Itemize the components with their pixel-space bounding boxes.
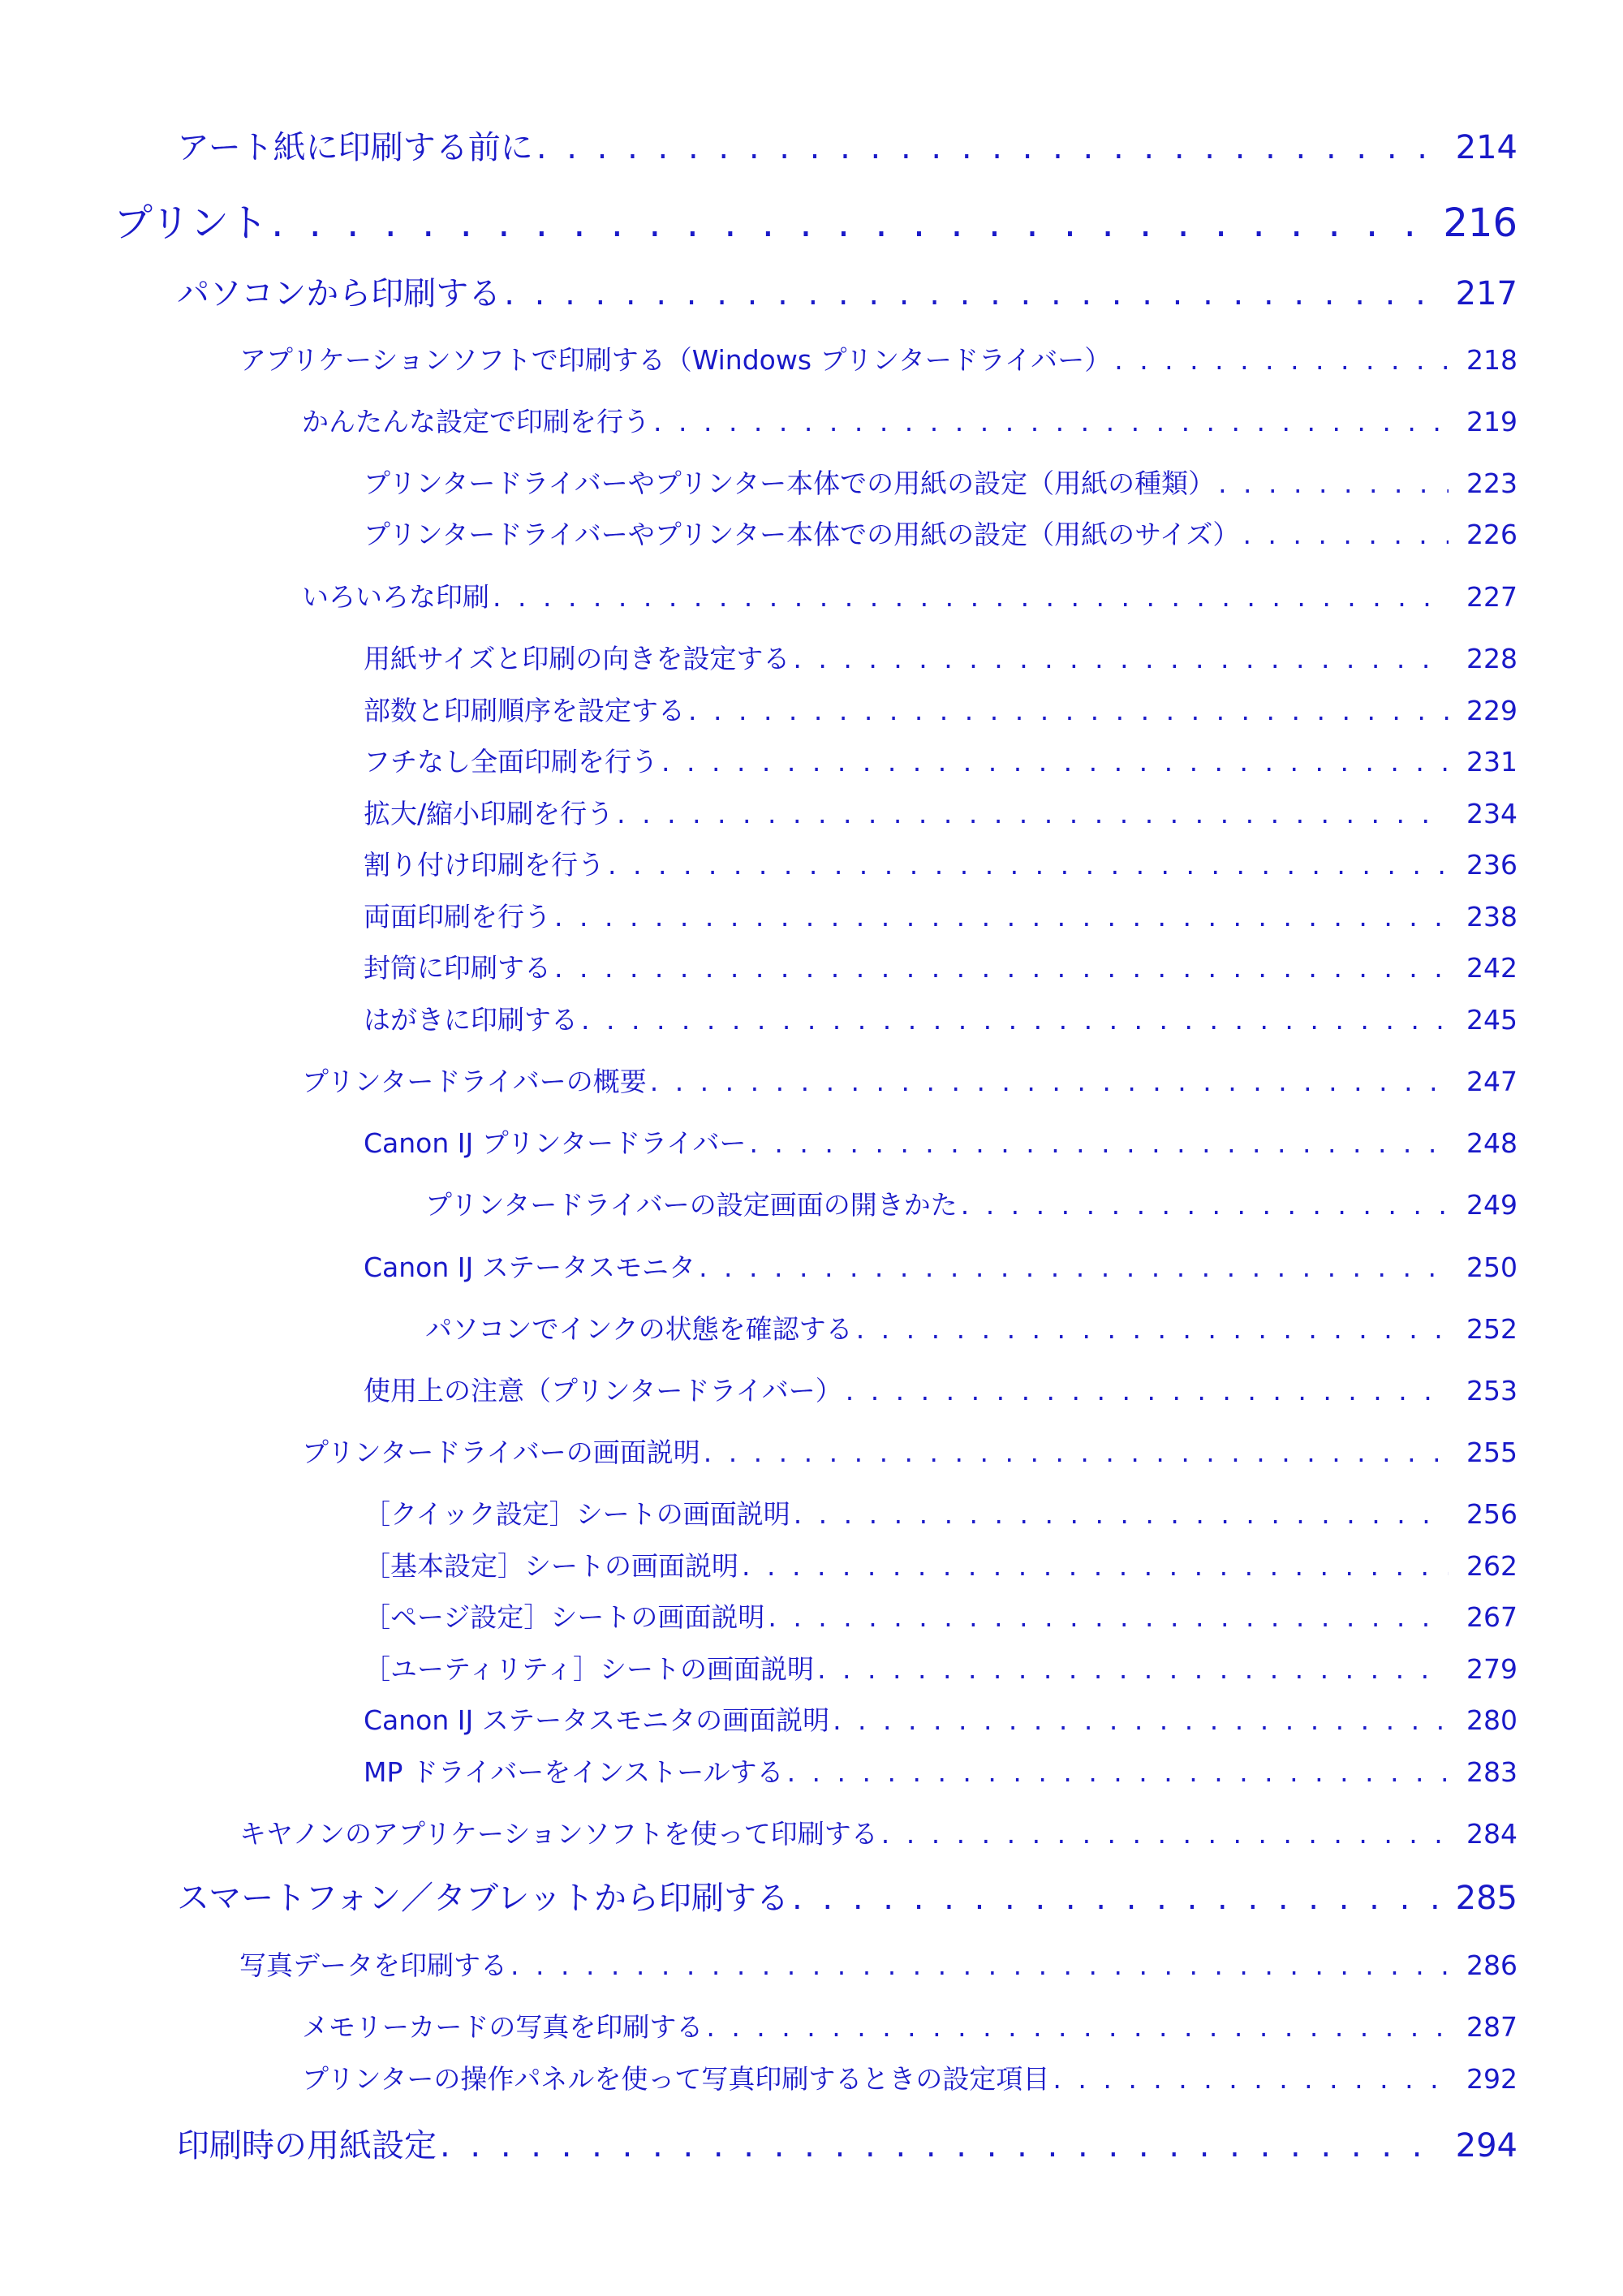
toc-page-number: 256	[1466, 1498, 1518, 1529]
toc-entry-print-from-pc[interactable]	[177, 268, 1518, 310]
toc-dot-leader	[794, 1498, 1449, 1529]
toc-entry-install-mp-driver[interactable]	[364, 1751, 1518, 1787]
toc-entry-panel-settings[interactable]	[302, 2058, 1518, 2094]
toc-entry-print-from-app[interactable]	[239, 339, 1518, 375]
toc-dot-leader	[536, 129, 1438, 164]
toc-page-number: 247	[1466, 1066, 1518, 1096]
toc-entry-title: 部数と印刷順序を設定する	[364, 695, 685, 726]
toc-page-number: 294	[1455, 2127, 1518, 2162]
toc-page-number: 249	[1466, 1189, 1518, 1220]
toc-dot-leader	[768, 1601, 1449, 1632]
toc-page-number: 236	[1466, 849, 1518, 880]
toc-dot-leader	[1053, 2063, 1449, 2094]
toc-dot-leader	[706, 2011, 1449, 2042]
toc-page-number: 280	[1466, 1704, 1518, 1735]
toc-entry-title: Canon IJ ステータスモニタ	[364, 1251, 696, 1282]
toc-entry-title: Canon IJ プリンタードライバー	[364, 1127, 747, 1158]
toc-page-number: 252	[1466, 1313, 1518, 1344]
toc-entry-title: いろいろな印刷	[302, 581, 489, 612]
toc-dot-leader	[608, 849, 1449, 880]
toc-dot-leader	[833, 1704, 1449, 1735]
toc-entry-title: ［ページ設定］シートの画面説明	[364, 1601, 765, 1632]
toc-dot-leader	[493, 581, 1449, 612]
toc-entry-layout[interactable]	[364, 844, 1518, 880]
toc-entry-photo-data[interactable]	[239, 1945, 1518, 1980]
toc-entry-title: ［基本設定］シートの画面説明	[364, 1550, 738, 1581]
toc-entry-orientation[interactable]	[364, 638, 1518, 674]
toc-page-number: 242	[1466, 952, 1518, 983]
toc-entry-page-setup-sheet[interactable]	[364, 1596, 1518, 1632]
toc-entry-title: 用紙サイズと印刷の向きを設定する	[364, 643, 790, 674]
toc-entry-quick-setup-sheet[interactable]	[364, 1493, 1518, 1529]
toc-dot-leader	[650, 1066, 1449, 1096]
toc-entry-envelope[interactable]	[364, 947, 1518, 983]
toc-dot-leader	[1242, 519, 1449, 549]
toc-page-number: 229	[1466, 695, 1518, 726]
toc-entry-main-sheet[interactable]	[364, 1545, 1518, 1581]
toc-entry-title: 写真データを印刷する	[239, 1949, 507, 1980]
toc-dot-leader	[581, 1004, 1449, 1035]
toc-entry-title: 割り付け印刷を行う	[364, 849, 605, 880]
toc-dot-leader	[617, 798, 1449, 829]
toc-entry-ij-driver[interactable]	[364, 1122, 1518, 1158]
toc-page-number: 283	[1466, 1756, 1518, 1787]
toc-dot-leader	[504, 275, 1437, 310]
toc-dot-leader	[817, 1653, 1449, 1684]
toc-entry-easy-setup[interactable]	[302, 401, 1518, 437]
toc-entry-media-type[interactable]	[364, 463, 1518, 498]
toc-entry-status-monitor-screen[interactable]	[364, 1699, 1518, 1735]
toc-dot-leader	[1114, 344, 1449, 375]
toc-entry-title: キヤノンのアプリケーションソフトを使って印刷する	[239, 1818, 878, 1849]
toc-page-number: 238	[1466, 901, 1518, 932]
toc-entry-title: 印刷時の用紙設定	[177, 2127, 437, 2162]
toc-entry-title: パソコンでインクの状態を確認する	[425, 1313, 853, 1344]
toc-page-number: 284	[1466, 1818, 1518, 1849]
toc-page-number: 227	[1466, 581, 1518, 612]
toc-entry-title: プリンタードライバーやプリンター本体での用紙の設定（用紙の種類）	[364, 467, 1216, 498]
toc-entry-maintenance-sheet[interactable]	[364, 1648, 1518, 1684]
toc-entry-title: 使用上の注意（プリンタードライバー）	[364, 1375, 842, 1406]
toc-dot-leader	[510, 1949, 1449, 1980]
toc-dot-leader	[704, 1437, 1449, 1467]
toc-page-number: 255	[1466, 1437, 1518, 1467]
toc-entry-title: Canon IJ ステータスモニタの画面説明	[364, 1704, 830, 1735]
toc-entry-status-monitor[interactable]	[364, 1247, 1518, 1282]
toc-entry-title: プリンタードライバーの概要	[302, 1066, 647, 1096]
toc-page-number: 253	[1466, 1375, 1518, 1406]
toc-page-number: 267	[1466, 1601, 1518, 1632]
toc-page-number: 292	[1466, 2063, 1518, 2094]
toc-entry-title: 両面印刷を行う	[364, 901, 551, 932]
toc-dot-leader	[961, 1189, 1449, 1220]
toc-entry-postcard[interactable]	[364, 999, 1518, 1035]
toc-entry-title: プリント	[114, 200, 269, 240]
toc-dot-leader	[1218, 467, 1449, 498]
toc-entry-check-ink[interactable]	[425, 1308, 1518, 1344]
toc-page-number: 228	[1466, 643, 1518, 674]
toc-entry-usage-notes[interactable]	[364, 1370, 1518, 1406]
toc-page-number: 248	[1466, 1127, 1518, 1158]
toc-page-number: 262	[1466, 1550, 1518, 1581]
toc-page-number: 250	[1466, 1251, 1518, 1282]
toc-entry-title: かんたんな設定で印刷を行う	[302, 406, 650, 437]
toc-dot-leader	[440, 2127, 1438, 2162]
toc-entry-title: 封筒に印刷する	[364, 952, 551, 983]
toc-entry-memory-card[interactable]	[302, 2006, 1518, 2042]
toc-entry-title: アプリケーションソフトで印刷する（Windows プリンタードライバー）	[239, 344, 1112, 375]
toc-dot-leader	[699, 1251, 1449, 1282]
toc-entry-title: ［クイック設定］シートの画面説明	[364, 1498, 790, 1529]
toc-page-number: 285	[1455, 1880, 1518, 1915]
toc-page-number: 216	[1443, 200, 1518, 240]
toc-dot-leader	[846, 1375, 1449, 1406]
toc-entry-paper-size[interactable]	[364, 514, 1518, 549]
toc-entry-scaled[interactable]	[364, 793, 1518, 829]
toc-dot-leader	[271, 200, 1425, 240]
toc-entry-title: 拡大/縮小印刷を行う	[364, 798, 614, 829]
toc-entry-title: はがきに印刷する	[364, 1004, 578, 1035]
toc-dot-leader	[881, 1818, 1449, 1849]
toc-entry-borderless[interactable]	[364, 741, 1518, 777]
toc-dot-leader	[554, 901, 1449, 932]
toc-entry-print[interactable]	[114, 192, 1518, 240]
toc-entry-title: メモリーカードの写真を印刷する	[302, 2011, 704, 2042]
toc-dot-leader	[653, 406, 1449, 437]
toc-entry-title: プリンタードライバーの設定画面の開きかた	[425, 1189, 958, 1220]
toc-page-number: 218	[1466, 344, 1518, 375]
toc-page-number: 286	[1466, 1949, 1518, 1980]
toc-entry-title: フチなし全面印刷を行う	[364, 746, 658, 777]
toc-entry-various-printing[interactable]	[302, 576, 1518, 612]
toc-entry-canon-app-print[interactable]	[239, 1813, 1518, 1849]
toc-page-number: 217	[1455, 275, 1518, 310]
toc-entry-title: プリンターの操作パネルを使って写真印刷するときの設定項目	[302, 2063, 1050, 2094]
toc-entry-title: プリンタードライバーの画面説明	[302, 1437, 700, 1467]
toc-dot-leader	[792, 1880, 1438, 1915]
toc-dot-leader	[749, 1127, 1449, 1158]
toc-entry-art-paper[interactable]	[177, 122, 1518, 164]
toc-entry-title: プリンタードライバーやプリンター本体での用紙の設定（用紙のサイズ）	[364, 519, 1240, 549]
toc-page-number: 226	[1466, 519, 1518, 549]
toc-page-number: 214	[1455, 129, 1518, 164]
toc-dot-leader	[688, 695, 1449, 726]
toc-dot-leader	[661, 746, 1449, 777]
toc-dot-leader	[856, 1313, 1449, 1344]
toc-entry-copies[interactable]	[364, 690, 1518, 726]
toc-entry-title: アート紙に印刷する前に	[177, 129, 533, 164]
toc-dot-leader	[742, 1550, 1449, 1581]
toc-page-number: 245	[1466, 1004, 1518, 1035]
toc-page-number: 279	[1466, 1653, 1518, 1684]
toc-page-number: 223	[1466, 467, 1518, 498]
toc-entry-duplex[interactable]	[364, 896, 1518, 932]
toc-entry-title: パソコンから印刷する	[177, 275, 502, 310]
toc-page-number: 231	[1466, 746, 1518, 777]
toc-entry-title: MP ドライバーをインストールする	[364, 1756, 784, 1787]
toc-entry-driver-screens[interactable]	[302, 1432, 1518, 1467]
toc-entry-paper-settings[interactable]	[177, 2120, 1518, 2162]
toc-entry-open-setup-screen[interactable]	[425, 1184, 1518, 1220]
toc-page-number: 219	[1466, 406, 1518, 437]
toc-entry-driver-overview[interactable]	[302, 1061, 1518, 1096]
toc-entry-smartphone-print[interactable]	[177, 1872, 1518, 1915]
toc-page-number: 234	[1466, 798, 1518, 829]
toc-entry-title: スマートフォン／タブレットから印刷する	[177, 1880, 789, 1915]
toc-dot-leader	[787, 1756, 1449, 1787]
toc-page-number: 287	[1466, 2011, 1518, 2042]
toc-dot-leader	[793, 643, 1449, 674]
toc-dot-leader	[554, 952, 1449, 983]
toc-entry-title: ［ユーティリティ］シートの画面説明	[364, 1653, 815, 1684]
